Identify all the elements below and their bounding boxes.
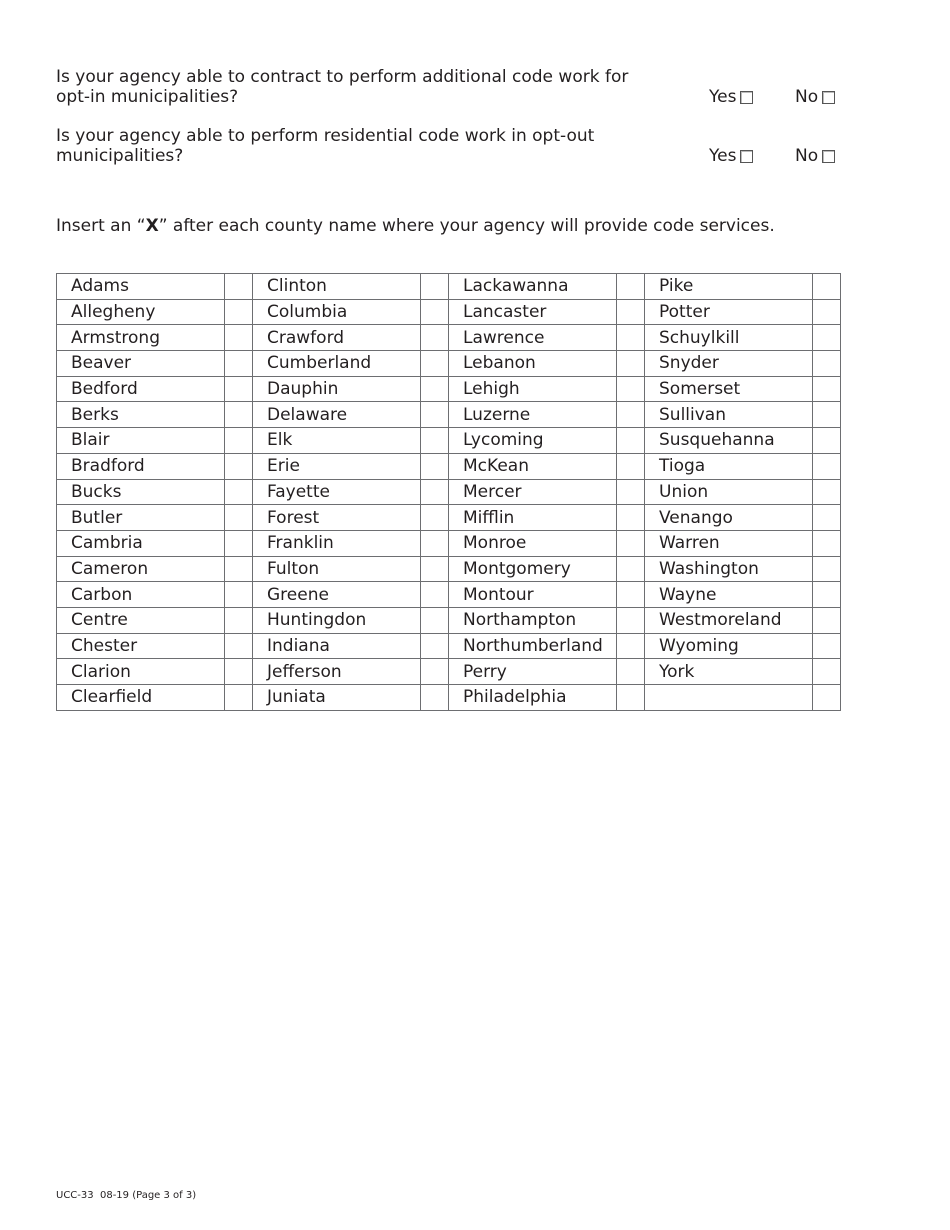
county-name: Mifflin [449, 505, 617, 531]
county-mark-field[interactable] [225, 633, 253, 659]
q2-yes-option[interactable] [709, 146, 753, 166]
county-mark-field[interactable] [617, 530, 645, 556]
county-mark-field[interactable] [813, 556, 841, 582]
county-table [56, 273, 841, 711]
county-name: Bucks [57, 479, 225, 505]
county-name: Clearfield [57, 685, 225, 711]
county-name: Indiana [253, 633, 421, 659]
table-row [57, 505, 841, 531]
county-name: Beaver [57, 351, 225, 377]
county-name: Washington [645, 556, 813, 582]
table-row [57, 325, 841, 351]
county-name: Susquehanna [645, 428, 813, 454]
county-mark-field[interactable] [225, 274, 253, 300]
table-row [57, 479, 841, 505]
county-mark-field[interactable] [617, 453, 645, 479]
county-mark-field[interactable] [225, 685, 253, 711]
county-mark-field[interactable] [225, 556, 253, 582]
county-mark-field[interactable] [813, 351, 841, 377]
county-name: Columbia [253, 299, 421, 325]
county-name: Lehigh [449, 376, 617, 402]
county-mark-field[interactable] [421, 402, 449, 428]
county-mark-field[interactable] [617, 633, 645, 659]
county-name: Sullivan [645, 402, 813, 428]
county-name: Lawrence [449, 325, 617, 351]
county-name: Union [645, 479, 813, 505]
county-mark-field[interactable] [617, 505, 645, 531]
county-mark-field[interactable] [813, 479, 841, 505]
q2-yes-checkbox[interactable] [740, 150, 753, 163]
county-mark-field[interactable] [421, 505, 449, 531]
table-row [57, 556, 841, 582]
q2-no-option[interactable] [795, 146, 835, 166]
county-mark-field[interactable] [813, 428, 841, 454]
county-mark-field[interactable] [421, 659, 449, 685]
county-name: Snyder [645, 351, 813, 377]
county-name: Potter [645, 299, 813, 325]
county-name [645, 685, 813, 711]
table-row [57, 582, 841, 608]
instruction-before: Insert an “ [56, 216, 146, 236]
county-name: Somerset [645, 376, 813, 402]
q1-no-label: No [795, 87, 819, 107]
county-mark-field[interactable] [617, 351, 645, 377]
county-mark-field[interactable] [813, 530, 841, 556]
county-mark-field[interactable] [421, 299, 449, 325]
county-name: Lebanon [449, 351, 617, 377]
county-name: Luzerne [449, 402, 617, 428]
county-mark-field[interactable] [225, 376, 253, 402]
county-mark-field[interactable] [421, 685, 449, 711]
table-row [57, 659, 841, 685]
instruction-after: ” after each county name where your agency will provide code services. [158, 216, 775, 236]
county-name: Clarion [57, 659, 225, 685]
county-mark-field[interactable] [421, 530, 449, 556]
county-name: Pike [645, 274, 813, 300]
county-name: Erie [253, 453, 421, 479]
county-name: Armstrong [57, 325, 225, 351]
table-row [57, 376, 841, 402]
county-name: McKean [449, 453, 617, 479]
q1-yes-label: Yes [709, 87, 737, 107]
county-name: Perry [449, 659, 617, 685]
table-row [57, 274, 841, 300]
county-name: Montgomery [449, 556, 617, 582]
county-mark-field[interactable] [617, 402, 645, 428]
county-name: Jefferson [253, 659, 421, 685]
county-name: Centre [57, 607, 225, 633]
county-mark-field[interactable] [617, 607, 645, 633]
county-mark-field[interactable] [225, 351, 253, 377]
county-name: Dauphin [253, 376, 421, 402]
county-name: Wyoming [645, 633, 813, 659]
county-mark-field[interactable] [225, 402, 253, 428]
county-mark-field[interactable] [813, 402, 841, 428]
county-name: Tioga [645, 453, 813, 479]
county-name: Delaware [253, 402, 421, 428]
q1-no-checkbox[interactable] [822, 91, 835, 104]
county-name: Wayne [645, 582, 813, 608]
form-footer: UCC-33 08-19 (Page 3 of 3) [56, 1190, 197, 1201]
county-mark-field[interactable] [617, 325, 645, 351]
county-name: Warren [645, 530, 813, 556]
county-name: Huntingdon [253, 607, 421, 633]
county-mark-field[interactable] [421, 582, 449, 608]
county-mark-field[interactable] [617, 582, 645, 608]
county-mark-field[interactable] [225, 582, 253, 608]
county-name: Cambria [57, 530, 225, 556]
question-opt-in-contract: Is your agency able to contract to perform additional code work for opt-in municipalities? [56, 67, 629, 107]
county-mark-field[interactable] [421, 479, 449, 505]
county-name: Franklin [253, 530, 421, 556]
county-mark-field[interactable] [617, 428, 645, 454]
county-mark-field[interactable] [617, 685, 645, 711]
table-row [57, 351, 841, 377]
county-name: York [645, 659, 813, 685]
table-row [57, 530, 841, 556]
q1-no-option[interactable] [795, 87, 835, 107]
county-name: Clinton [253, 274, 421, 300]
q2-no-checkbox[interactable] [822, 150, 835, 163]
q1-yes-option[interactable] [709, 87, 753, 107]
county-name: Elk [253, 428, 421, 454]
county-mark-field[interactable] [617, 376, 645, 402]
table-row [57, 633, 841, 659]
county-mark-field[interactable] [813, 582, 841, 608]
county-name: Chester [57, 633, 225, 659]
county-name: Blair [57, 428, 225, 454]
county-name: Schuylkill [645, 325, 813, 351]
county-mark-field[interactable] [225, 530, 253, 556]
county-mark-field[interactable] [225, 428, 253, 454]
q2-yes-label: Yes [709, 146, 737, 166]
county-name: Westmoreland [645, 607, 813, 633]
county-mark-field[interactable] [813, 685, 841, 711]
county-name: Mercer [449, 479, 617, 505]
county-mark-field[interactable] [421, 376, 449, 402]
table-row [57, 685, 841, 711]
county-mark-field[interactable] [225, 453, 253, 479]
county-mark-field[interactable] [617, 659, 645, 685]
county-name: Northumberland [449, 633, 617, 659]
county-mark-field[interactable] [421, 325, 449, 351]
county-mark-field[interactable] [617, 556, 645, 582]
county-name: Lancaster [449, 299, 617, 325]
county-name: Monroe [449, 530, 617, 556]
county-name: Cumberland [253, 351, 421, 377]
county-mark-field[interactable] [813, 274, 841, 300]
county-instruction [56, 216, 775, 236]
county-name: Carbon [57, 582, 225, 608]
county-mark-field[interactable] [813, 607, 841, 633]
county-mark-field[interactable] [813, 376, 841, 402]
county-name: Bradford [57, 453, 225, 479]
county-name: Cameron [57, 556, 225, 582]
county-mark-field[interactable] [813, 505, 841, 531]
county-mark-field[interactable] [225, 505, 253, 531]
county-mark-field[interactable] [421, 351, 449, 377]
county-mark-field[interactable] [813, 299, 841, 325]
county-name: Butler [57, 505, 225, 531]
county-name: Lycoming [449, 428, 617, 454]
county-name: Fayette [253, 479, 421, 505]
county-name: Crawford [253, 325, 421, 351]
county-name: Northampton [449, 607, 617, 633]
county-mark-field[interactable] [225, 659, 253, 685]
county-name: Allegheny [57, 299, 225, 325]
county-mark-field[interactable] [421, 633, 449, 659]
county-name: Montour [449, 582, 617, 608]
county-mark-field[interactable] [421, 274, 449, 300]
county-name: Bedford [57, 376, 225, 402]
county-mark-field[interactable] [225, 299, 253, 325]
q1-yes-checkbox[interactable] [740, 91, 753, 104]
county-mark-field[interactable] [813, 659, 841, 685]
county-name: Adams [57, 274, 225, 300]
table-row [57, 402, 841, 428]
table-row [57, 453, 841, 479]
county-name: Forest [253, 505, 421, 531]
county-name: Lackawanna [449, 274, 617, 300]
table-row [57, 299, 841, 325]
county-name: Venango [645, 505, 813, 531]
county-name: Fulton [253, 556, 421, 582]
county-name: Juniata [253, 685, 421, 711]
county-mark-field[interactable] [617, 299, 645, 325]
table-row [57, 607, 841, 633]
county-mark-field[interactable] [225, 607, 253, 633]
county-mark-field[interactable] [617, 274, 645, 300]
county-name: Berks [57, 402, 225, 428]
county-mark-field[interactable] [617, 479, 645, 505]
county-mark-field[interactable] [225, 325, 253, 351]
instruction-x-mark: X [145, 216, 159, 236]
county-mark-field[interactable] [421, 453, 449, 479]
table-row [57, 428, 841, 454]
county-mark-field[interactable] [813, 633, 841, 659]
county-name: Philadelphia [449, 685, 617, 711]
q2-no-label: No [795, 146, 819, 166]
question-opt-out-residential: Is your agency able to perform residential code work in opt-out municipalities? [56, 126, 595, 166]
county-mark-field[interactable] [421, 607, 449, 633]
county-mark-field[interactable] [225, 479, 253, 505]
county-mark-field[interactable] [421, 428, 449, 454]
county-mark-field[interactable] [813, 325, 841, 351]
county-name: Greene [253, 582, 421, 608]
county-mark-field[interactable] [813, 453, 841, 479]
county-mark-field[interactable] [421, 556, 449, 582]
